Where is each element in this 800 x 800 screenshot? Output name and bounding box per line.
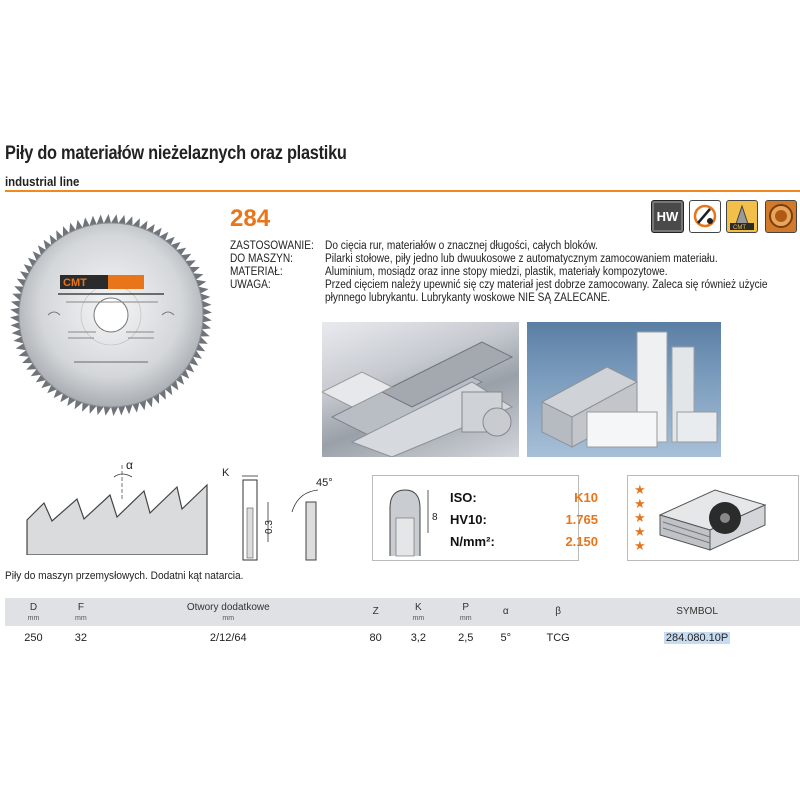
spec-label: UWAGA: (230, 279, 271, 291)
column-header (62, 598, 100, 626)
plastic-profiles-photo (527, 322, 721, 457)
symbol-link[interactable]: 284.080.10P (665, 632, 729, 644)
material-icon (765, 200, 797, 233)
column-unit: mm (412, 615, 425, 622)
tip-hardness-diagram (380, 478, 450, 558)
table-cell (357, 626, 395, 650)
hardness-row (450, 530, 598, 552)
column-unit: mm (27, 615, 40, 622)
blade-logo-text: CMT (63, 277, 87, 289)
table-cell (489, 626, 522, 650)
cell-value: 32 (74, 632, 88, 644)
table-cell (594, 626, 800, 650)
column-header (100, 598, 357, 626)
table-cell (395, 626, 442, 650)
table-cell (62, 626, 100, 650)
spec-value: płynnego lubrykantu. Lubrykanty woskowe NIE SĄ ZALECANE. (325, 292, 611, 304)
cell-value: 80 (369, 632, 382, 644)
spec-value: Do cięcia rur, materiałów o znacznej długości, całych bloków. (325, 240, 598, 252)
page-subtitle: industrial line (5, 174, 80, 189)
alpha-label: α (126, 458, 133, 472)
column-header-label: D (29, 602, 38, 613)
dim-label: 0.3 (264, 520, 275, 534)
product-specs (230, 240, 800, 305)
aluminium-profiles-photo (322, 322, 519, 457)
column-header-label: β (555, 605, 561, 617)
hardness-row (450, 486, 598, 508)
table-body (5, 626, 800, 650)
star-icon: ★ (634, 524, 646, 539)
product-table (5, 598, 800, 650)
hardness-table (450, 486, 598, 552)
star-icon: ★ (634, 510, 646, 525)
table-row (5, 626, 800, 650)
column-header-label: SYMBOL (676, 605, 718, 617)
hardness-value: 1.765 (565, 511, 598, 527)
spec-row (230, 240, 800, 253)
star-icon: ★ (634, 496, 646, 511)
column-header-label: F (77, 602, 84, 613)
tooth-profile-diagram (22, 455, 212, 555)
column-header (522, 598, 594, 626)
hardness-key: N/mm²: (450, 533, 495, 549)
saw-blade-image (8, 212, 214, 418)
column-header-label: K (415, 602, 422, 613)
cmt-badge-text: CMT (733, 225, 746, 231)
page-title: Piły do materiałów nieżelaznych oraz plastiku (5, 143, 347, 164)
cell-value: TCG (546, 632, 570, 644)
spec-label: ZASTOSOWANIE: (230, 240, 314, 252)
column-header-label: Z (372, 605, 379, 617)
hardness-key: ISO: (450, 489, 477, 505)
angle-label: 45° (316, 477, 333, 489)
spec-label: MATERIAŁ: (230, 266, 283, 278)
hw-badge: HW (651, 200, 684, 233)
column-header-label: Otwory dodatkowe (186, 602, 270, 613)
column-header (594, 598, 800, 626)
product-code: 284 (230, 205, 271, 232)
title-divider (5, 190, 800, 192)
column-header (5, 598, 62, 626)
cell-value: 2/12/64 (209, 632, 247, 644)
column-header (442, 598, 489, 626)
table-cell (100, 626, 357, 650)
spec-value: Pilarki stołowe, piły jedno lub dwuukosowe z automatycznym zamocowaniem materiału. (325, 253, 718, 265)
column-unit: mm (459, 615, 472, 622)
spec-value: Przed cięciem należy upewnić się czy materiał jest dobrze zamocowany. Zaleca się również użycie (325, 279, 768, 291)
table-note: Piły do maszyn przemysłowych. Dodatni kąt natarcia. (5, 570, 244, 582)
cell-value: 2,5 (458, 632, 474, 644)
table-cell (522, 626, 594, 650)
cut-tool-icon (689, 200, 721, 233)
column-header-label: P (462, 602, 470, 613)
hardness-row (450, 508, 598, 530)
table-header-row (5, 598, 800, 626)
hardness-key: HV10: (450, 511, 487, 527)
column-header (395, 598, 442, 626)
cell-value: 5° (500, 632, 512, 644)
spec-value: Aluminium, mosiądz oraz inne stopy miedzi, plastik, materiały kompozytowe. (325, 266, 668, 278)
cmt-tool-icon (726, 200, 758, 233)
spec-label (230, 292, 325, 305)
spec-row (230, 292, 800, 305)
column-header-label: α (502, 605, 509, 617)
table-cell (5, 626, 62, 650)
column-unit: mm (222, 615, 235, 622)
blade-side-diagram (218, 462, 348, 562)
hardness-value: K10 (574, 489, 598, 505)
height-label: 8 (432, 512, 438, 523)
cell-value: 3,2 (410, 632, 426, 644)
spec-label: DO MASZYN: (230, 253, 293, 265)
table-cell (442, 626, 489, 650)
column-header (357, 598, 395, 626)
spec-row (230, 279, 800, 292)
star-icon: ★ (634, 538, 646, 553)
spec-row (230, 266, 800, 279)
column-header (489, 598, 522, 626)
column-unit: mm (75, 615, 87, 622)
rating-stars (632, 480, 652, 556)
spec-row (230, 253, 800, 266)
cut-material-diagram (655, 480, 795, 556)
cell-value: 250 (24, 632, 43, 644)
star-icon: ★ (634, 482, 646, 497)
hardness-value: 2.150 (565, 533, 598, 549)
k-label: K (222, 467, 230, 479)
